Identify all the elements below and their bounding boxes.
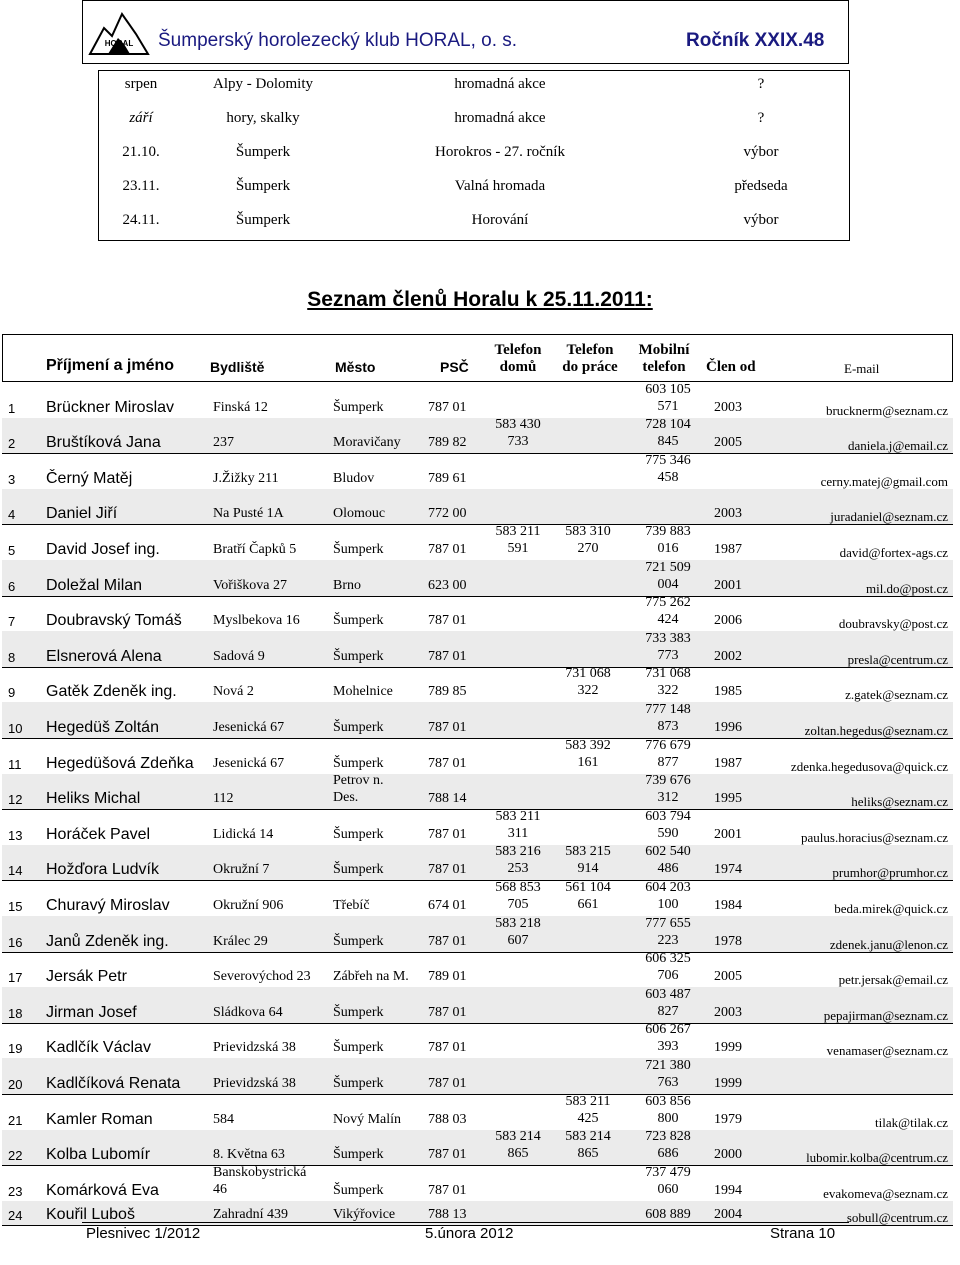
home-phone-2: 733 xyxy=(507,434,529,450)
member-street: Bratří Čapků 5 xyxy=(213,542,297,557)
mobile-phone-2: 312 xyxy=(657,790,679,806)
col-home xyxy=(484,342,552,376)
member-since: 1995 xyxy=(714,791,742,807)
row-number: 18 xyxy=(8,1005,23,1021)
footer-page: Strana 10 xyxy=(770,1225,836,1242)
mobile-phone-2: 322 xyxy=(657,683,679,699)
event-place: Alpy - Dolomity xyxy=(213,76,313,92)
logo-text: HORAL xyxy=(104,39,134,48)
member-since: 2003 xyxy=(714,1004,742,1020)
mobile-phone-1: 733 383 xyxy=(645,630,691,646)
member-email: heliks@seznam.cz xyxy=(851,794,948,810)
row-number: 3 xyxy=(8,471,16,487)
member-name: Bruštíková Jana xyxy=(46,434,161,452)
mobile-phone-2: 393 xyxy=(657,1039,679,1055)
row-number: 11 xyxy=(8,756,22,772)
member-city: Šumperk xyxy=(333,1147,384,1163)
member-street: Banskobystrická xyxy=(213,1164,307,1180)
event-date: srpen xyxy=(124,76,158,92)
mobile-phone-2: 773 xyxy=(657,647,679,663)
col-mobile xyxy=(630,342,698,376)
member-email: beda.mirek@quick.cz xyxy=(834,901,948,916)
mobile-phone-2: 827 xyxy=(657,1003,679,1019)
member-email: prumhor@prumhor.cz xyxy=(832,865,948,881)
member-name: Heliks Michal xyxy=(46,790,141,808)
mobile-phone-1: 777 148 xyxy=(645,702,691,717)
member-since: 2000 xyxy=(714,1147,742,1163)
col-email: E-mail xyxy=(844,361,880,376)
row-number: 21 xyxy=(8,1112,23,1128)
row-number: 22 xyxy=(8,1148,23,1164)
mobile-phone-1: 775 262 xyxy=(645,595,691,611)
member-city: Šumperk xyxy=(333,826,384,842)
member-name: Hegedüš Zoltán xyxy=(46,719,159,736)
member-zip: 674 01 xyxy=(428,898,467,913)
member-city: Šumperk xyxy=(333,862,384,878)
member-email: venamaser@seznam.cz xyxy=(826,1043,948,1059)
mobile-phone-2: 877 xyxy=(657,754,679,770)
member-street: Jesenická 67 xyxy=(213,755,285,771)
row-number: 2 xyxy=(8,436,16,452)
mobile-phone-1: 777 655 xyxy=(645,915,691,931)
member-zip: 787 01 xyxy=(428,648,467,664)
member-city: Šumperk xyxy=(333,933,384,949)
member-name: Komárková Eva xyxy=(46,1181,159,1199)
mobile-phone-1: 606 267 xyxy=(645,1022,691,1038)
mobile-phone-2: 590 xyxy=(657,825,679,841)
mobile-phone-1: 739 676 xyxy=(645,773,691,789)
member-name: Janů Zdeněk ing. xyxy=(46,932,169,950)
event-organizer: ? xyxy=(757,76,765,92)
event-place: Šumperk xyxy=(235,178,291,194)
mobile-phone-2: 016 xyxy=(657,541,679,556)
member-since: 1999 xyxy=(714,1076,742,1091)
member-since: 1987 xyxy=(714,542,742,557)
member-zip: 787 01 xyxy=(428,720,467,735)
mobile-phone-1: 603 487 xyxy=(645,986,691,1002)
mobile-phone-1: 721 380 xyxy=(645,1058,691,1073)
member-street: Sládkova 64 xyxy=(213,1004,283,1020)
member-city: Brno xyxy=(333,577,361,593)
member-name: Churavý Miroslav xyxy=(46,897,170,914)
member-since: 1999 xyxy=(714,1040,742,1056)
member-since: 2005 xyxy=(714,435,742,451)
col-street: Bydliště xyxy=(210,359,265,375)
member-name: Horáček Pavel xyxy=(46,825,151,843)
member-zip: 787 01 xyxy=(428,1147,467,1163)
member-since: 2002 xyxy=(714,648,742,664)
mobile-phone-2: 706 xyxy=(657,968,679,984)
member-city: Šumperk xyxy=(333,613,384,629)
work-phone-2: 425 xyxy=(577,1110,599,1126)
row-number: 17 xyxy=(8,970,23,986)
member-email: juradaniel@seznam.cz xyxy=(830,509,948,525)
member-name: Doležal Milan xyxy=(46,576,143,594)
mobile-phone-1: 776 679 xyxy=(645,737,691,753)
member-zip: 772 00 xyxy=(428,506,467,522)
member-since: 1985 xyxy=(714,684,742,700)
member-street: Prievidzská 38 xyxy=(213,1040,296,1056)
member-city: Šumperk xyxy=(333,755,384,771)
mobile-phone-1: 723 828 xyxy=(645,1129,691,1145)
member-since: 1994 xyxy=(714,1182,742,1198)
member-city: Bludov xyxy=(333,470,375,486)
member-since: 1987 xyxy=(714,755,742,771)
member-street: Prievidzská 38 xyxy=(213,1076,296,1091)
member-street: Severovýchod 23 xyxy=(213,969,311,985)
home-phone-1: 583 430 xyxy=(495,417,541,433)
member-street: 584 xyxy=(213,1111,234,1127)
mobile-phone-1: 731 068 xyxy=(645,666,691,682)
work-phone-1: 731 068 xyxy=(565,666,611,682)
row-number: 15 xyxy=(8,899,23,914)
member-name: Brückner Miroslav xyxy=(46,398,175,416)
event-date: 24.11. xyxy=(122,212,160,228)
member-name: Hožďora Ludvík xyxy=(46,861,159,879)
event-name: Valná hromada xyxy=(454,178,546,194)
member-street: 237 xyxy=(213,435,234,451)
col-since: Člen od xyxy=(706,359,756,375)
member-city: Šumperk xyxy=(333,1076,384,1091)
member-city-2: Des. xyxy=(333,790,359,806)
issue-number: Ročník XXIX.48 xyxy=(686,30,825,51)
member-city: Šumperk xyxy=(333,1004,384,1020)
mobile-phone-1: 604 203 xyxy=(645,880,691,895)
row-number: 23 xyxy=(8,1183,23,1199)
footer-date: 5.února 2012 xyxy=(425,1225,514,1242)
member-street: Lidická 14 xyxy=(213,826,274,842)
member-city: Šumperk xyxy=(333,648,384,664)
member-email: mil.do@post.cz xyxy=(865,580,948,596)
member-zip: 789 61 xyxy=(428,470,467,486)
work-phone-2: 865 xyxy=(577,1146,599,1162)
mobile-phone-2: 100 xyxy=(657,897,679,912)
event-date: 21.10. xyxy=(122,144,160,160)
work-phone-2: 914 xyxy=(577,861,599,877)
member-name: Kamler Roman xyxy=(46,1110,153,1128)
member-street: Zahradní 439 xyxy=(213,1206,289,1222)
row-divider xyxy=(2,1094,953,1095)
member-name: Kadlčíková Renata xyxy=(46,1075,181,1092)
member-name: Jirman Josef xyxy=(46,1003,137,1021)
event-organizer: výbor xyxy=(743,144,779,160)
member-name: Gatěk Zdeněk ing. xyxy=(46,683,177,701)
member-street: Okružní 7 xyxy=(213,862,270,878)
row-number: 1 xyxy=(8,400,16,416)
home-phone-2: 311 xyxy=(507,825,529,841)
member-city: Zábřeh na M. xyxy=(333,969,409,985)
member-city: Moravičany xyxy=(333,435,401,451)
work-phone-2: 322 xyxy=(577,683,599,699)
mobile-phone-2: 686 xyxy=(657,1146,679,1162)
member-since: 2001 xyxy=(714,826,742,842)
member-zip: 788 13 xyxy=(428,1206,467,1222)
member-zip: 789 85 xyxy=(428,684,467,700)
member-email: tilak@tilak.cz xyxy=(875,1114,948,1130)
member-email: lubomir.kolba@centrum.cz xyxy=(806,1150,948,1166)
row-number: 9 xyxy=(8,685,16,701)
home-phone-1: 568 853 xyxy=(495,880,541,895)
member-street: Na Pusté 1A xyxy=(213,506,284,522)
member-since: 2005 xyxy=(714,969,742,985)
home-phone-2: 607 xyxy=(507,932,529,948)
row-number: 14 xyxy=(8,863,23,879)
col-city: Město xyxy=(335,359,376,375)
member-since: 2001 xyxy=(714,577,742,593)
member-email: presla@centrum.cz xyxy=(847,651,948,667)
member-street: Králec 29 xyxy=(213,933,268,949)
row-number: 19 xyxy=(8,1041,23,1057)
row-number: 13 xyxy=(8,827,23,843)
member-city: Šumperk xyxy=(333,720,384,735)
member-since: 1984 xyxy=(714,898,742,913)
row-number: 8 xyxy=(8,649,16,665)
member-city: Mohelnice xyxy=(333,684,393,700)
members-heading: Seznam členů Horalu k 25.11.2011: xyxy=(307,288,653,311)
mobile-phone-2: 223 xyxy=(657,932,679,948)
mobile-phone-1: 602 540 xyxy=(645,844,691,860)
club-title: Šumperský horolezecký klub HORAL, o. s. xyxy=(158,30,518,51)
event-place: Šumperk xyxy=(235,212,291,228)
member-street: Myslbekova 16 xyxy=(213,613,300,629)
member-city: Šumperk xyxy=(333,542,384,557)
footer-issue: Plesnivec 1/2012 xyxy=(86,1225,201,1242)
mobile-phone-2: 458 xyxy=(657,469,679,485)
row-number: 10 xyxy=(8,721,23,736)
row-number: 20 xyxy=(8,1077,23,1092)
member-street: Vořiškova 27 xyxy=(213,577,288,593)
event-date: 23.11. xyxy=(122,178,160,194)
member-email: brucknerm@seznam.cz xyxy=(825,402,948,418)
mobile-phone-1: 739 883 xyxy=(645,524,691,539)
row-number: 16 xyxy=(8,934,23,950)
event-date: září xyxy=(129,110,153,126)
member-street: Nová 2 xyxy=(213,684,254,700)
member-street: J.Žižky 211 xyxy=(213,470,279,486)
row-number: 24 xyxy=(8,1207,23,1223)
horal-logo xyxy=(88,8,150,56)
member-since: 1978 xyxy=(714,933,742,949)
member-email: sobull@centrum.cz xyxy=(846,1209,948,1225)
mobile-phone-1: 775 346 xyxy=(645,452,691,468)
home-phone-1: 583 214 xyxy=(495,1129,541,1145)
member-name: Jersák Petr xyxy=(46,968,127,986)
col-mobile-1: Mobilní xyxy=(638,342,690,358)
work-phone-1: 583 392 xyxy=(565,737,611,753)
member-email: zdenka.hegedusova@quick.cz xyxy=(790,758,948,774)
mobile-phone-2: 486 xyxy=(657,861,679,877)
col-name: Příjmení a jméno xyxy=(46,357,175,374)
member-street: 112 xyxy=(213,791,234,807)
member-city: Šumperk xyxy=(333,1040,384,1056)
work-phone-2: 661 xyxy=(577,897,599,912)
member-zip: 787 01 xyxy=(428,613,467,629)
home-phone-1: 583 211 xyxy=(495,808,541,824)
event-name: Horokros - 27. ročník xyxy=(435,144,565,160)
member-since: 2006 xyxy=(714,613,742,629)
event-name: Horování xyxy=(471,212,529,228)
work-phone-1: 561 104 xyxy=(565,880,611,895)
member-zip: 623 00 xyxy=(428,577,467,593)
col-zip: PSČ xyxy=(440,359,469,375)
mobile-phone-2: 845 xyxy=(657,434,679,450)
member-email: doubravsky@post.cz xyxy=(838,616,948,632)
home-phone-2: 865 xyxy=(507,1146,529,1162)
member-zip: 789 82 xyxy=(428,435,467,451)
member-zip: 787 01 xyxy=(428,1040,467,1056)
member-name: Daniel Jiří xyxy=(46,505,118,523)
member-zip: 787 01 xyxy=(428,542,467,557)
member-city: Nový Malín xyxy=(333,1111,402,1127)
member-email: petr.jersak@email.cz xyxy=(838,972,948,988)
col-work-1: Telefon xyxy=(566,342,614,358)
member-city: Petrov n. xyxy=(333,773,384,789)
member-name: Doubravský Tomáš xyxy=(46,612,182,630)
member-city: Šumperk xyxy=(333,399,384,415)
col-work xyxy=(556,342,624,376)
member-zip: 789 01 xyxy=(428,969,467,985)
row-number: 4 xyxy=(8,507,16,523)
mobile-phone-2: 763 xyxy=(657,1075,679,1090)
member-zip: 787 01 xyxy=(428,399,467,415)
member-city: Vikýřovice xyxy=(333,1206,396,1222)
work-phone-1: 583 214 xyxy=(565,1129,611,1145)
col-mobile-2: telefon xyxy=(642,359,686,375)
member-name: Černý Matěj xyxy=(46,469,133,487)
event-name: hromadná akce xyxy=(454,110,546,126)
member-zip: 787 01 xyxy=(428,1182,467,1198)
member-zip: 787 01 xyxy=(428,862,467,878)
mobile-phone-1: 603 105 xyxy=(645,381,691,397)
member-zip: 787 01 xyxy=(428,1004,467,1020)
mobile-phone-2: 571 xyxy=(657,398,679,414)
work-phone-1: 583 215 xyxy=(565,844,611,860)
member-since: 1996 xyxy=(714,720,742,735)
home-phone-2: 705 xyxy=(507,897,529,912)
event-name: hromadná akce xyxy=(454,76,546,92)
member-street-2: 46 xyxy=(213,1181,227,1197)
event-place: Šumperk xyxy=(235,144,291,160)
mobile-phone-1: 603 856 xyxy=(645,1093,691,1109)
member-name: Hegedüšová Zdeňka xyxy=(46,754,194,772)
event-organizer: předseda xyxy=(734,178,788,194)
member-email: zdenek.janu@lenon.cz xyxy=(829,936,948,952)
mobile-phone-2: 873 xyxy=(657,719,679,734)
member-name: Kadlčík Václav xyxy=(46,1039,151,1057)
mobile-phone-1: 606 325 xyxy=(645,951,691,967)
mobile-phone-1: 608 889 xyxy=(645,1206,691,1222)
member-name: David Josef ing. xyxy=(46,541,160,558)
event-organizer: ? xyxy=(757,110,765,126)
event-place: hory, skalky xyxy=(226,110,300,126)
work-phone-1: 583 310 xyxy=(565,524,611,539)
member-email: pepajirman@seznam.cz xyxy=(823,1007,948,1023)
member-name: Elsnerová Alena xyxy=(46,647,162,665)
member-city: Třebíč xyxy=(333,898,370,913)
member-email: cerny.matej@gmail.com xyxy=(820,473,948,489)
member-name: Kolba Lubomír xyxy=(46,1146,151,1164)
row-number: 12 xyxy=(8,792,23,808)
member-since: 1979 xyxy=(714,1111,742,1127)
row-number: 6 xyxy=(8,578,16,594)
mobile-phone-2: 004 xyxy=(657,576,679,592)
member-since: 2003 xyxy=(714,399,742,415)
home-phone-2: 591 xyxy=(507,541,529,556)
work-phone-2: 270 xyxy=(577,541,599,556)
member-since: 1974 xyxy=(714,862,742,878)
home-phone-1: 583 211 xyxy=(495,524,541,539)
mobile-phone-2: 800 xyxy=(657,1110,679,1126)
member-email: evakomeva@seznam.cz xyxy=(823,1185,948,1201)
member-city: Šumperk xyxy=(333,1182,384,1198)
member-city: Olomouc xyxy=(333,506,386,522)
row-number: 5 xyxy=(8,543,16,558)
member-email: zoltan.hegedus@seznam.cz xyxy=(804,723,948,738)
mobile-phone-2: 060 xyxy=(657,1181,679,1197)
col-home-2: domů xyxy=(499,359,537,375)
home-phone-2: 253 xyxy=(507,861,529,877)
page-footer xyxy=(82,1222,849,1245)
member-street: Jesenická 67 xyxy=(213,720,285,735)
mobile-phone-1: 721 509 xyxy=(645,559,691,575)
member-email: david@fortex-ags.cz xyxy=(839,545,948,560)
member-zip: 788 03 xyxy=(428,1111,467,1127)
member-zip: 787 01 xyxy=(428,1076,467,1091)
home-phone-1: 583 216 xyxy=(495,844,541,860)
member-email: daniela.j@email.cz xyxy=(847,438,948,454)
mobile-phone-1: 737 479 xyxy=(645,1164,691,1180)
home-phone-1: 583 218 xyxy=(495,915,541,931)
row-number: 7 xyxy=(8,614,16,630)
member-street: Finská 12 xyxy=(213,399,268,415)
col-home-1: Telefon xyxy=(494,342,542,358)
event-organizer: výbor xyxy=(743,212,779,228)
col-work-2: do práce xyxy=(562,359,618,375)
member-zip: 787 01 xyxy=(428,933,467,949)
member-email: z.gatek@seznam.cz xyxy=(845,687,948,703)
member-street: 8. Května 63 xyxy=(213,1147,285,1163)
member-since: 2004 xyxy=(714,1206,742,1222)
mobile-phone-2: 424 xyxy=(657,612,679,628)
member-email: paulus.horacius@seznam.cz xyxy=(801,829,948,845)
member-since: 2003 xyxy=(714,506,742,522)
mobile-phone-1: 603 794 xyxy=(645,808,691,824)
mobile-phone-1: 728 104 xyxy=(645,417,691,433)
member-street: Okružní 906 xyxy=(213,898,284,913)
work-phone-1: 583 211 xyxy=(565,1093,611,1109)
member-name: Kouřil Luboš xyxy=(46,1205,135,1223)
work-phone-2: 161 xyxy=(577,754,599,770)
member-zip: 787 01 xyxy=(428,755,467,771)
member-street: Sadová 9 xyxy=(213,648,265,664)
member-zip: 788 14 xyxy=(428,791,467,807)
member-zip: 787 01 xyxy=(428,826,467,842)
